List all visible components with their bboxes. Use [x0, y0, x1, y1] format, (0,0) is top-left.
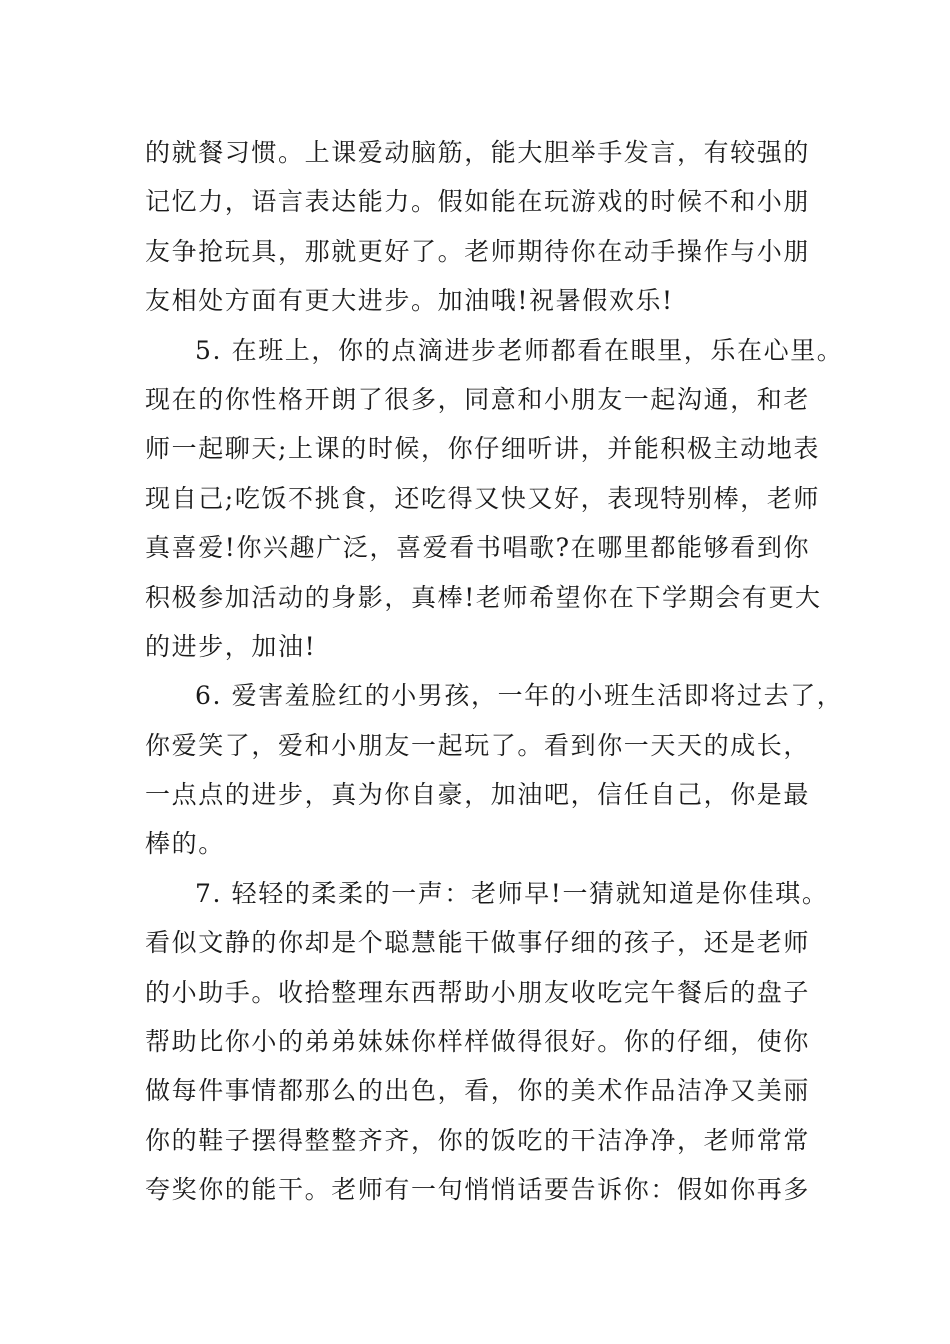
text-line: 现在的你性格开朗了很多，同意和小朋友一起沟通，和老	[145, 384, 811, 414]
text-line: 做每件事情都那么的出色，看，你的美术作品洁净又美丽	[145, 1076, 811, 1106]
text-line: 看似文静的你却是个聪慧能干做事仔细的孩子，还是老师	[145, 928, 811, 958]
paragraph-start-5: 5. 在班上，你的点滴进步老师都看在眼里，乐在心里。	[195, 335, 844, 365]
text-line: 友相处方面有更大进步。加油哦!祝暑假欢乐!	[145, 286, 674, 316]
text-line: 记忆力，语言表达能力。假如能在玩游戏的时候不和小朋	[145, 187, 811, 217]
text-line: 的小助手。收拾整理东西帮助小朋友收吃完午餐后的盘子	[145, 977, 811, 1007]
text-line: 现自己;吃饭不挑食，还吃得又快又好，表现特别棒，老师	[145, 483, 821, 513]
text-line: 师一起聊天;上课的时候，你仔细听讲，并能积极主动地表	[145, 434, 821, 464]
text-line: 的进步，加油!	[145, 631, 317, 661]
text-line: 的就餐习惯。上课爱动脑筋，能大胆举手发言，有较强的	[145, 138, 811, 167]
paragraph-start-6: 6. 爱害羞脸红的小男孩，一年的小班生活即将过去了，	[195, 681, 844, 711]
text-line: 积极参加活动的身影，真棒!老师希望你在下学期会有更大	[145, 582, 822, 612]
paragraph-start-7: 7. 轻轻的柔柔的一声：老师早!一猜就知道是你佳琪。	[195, 878, 829, 908]
text-line: 你爱笑了，爱和小朋友一起玩了。看到你一天天的成长，	[145, 730, 811, 760]
text-line: 真喜爱!你兴趣广泛，喜爱看书唱歌?在哪里都能够看到你	[145, 533, 811, 563]
document-body-text	[145, 128, 844, 1215]
text-line: 棒的。	[145, 829, 225, 859]
text-line: 一点点的进步，真为你自豪，加油吧，信任自己，你是最	[145, 780, 811, 810]
text-line: 友争抢玩具，那就更好了。老师期待你在动手操作与小朋	[145, 236, 811, 266]
text-line: 夸奖你的能干。老师有一句悄悄话要告诉你：假如你再多	[145, 1175, 811, 1205]
text-line: 帮助比你小的弟弟妹妹你样样做得很好。你的仔细，使你	[145, 1027, 811, 1057]
text-line: 你的鞋子摆得整整齐齐，你的饭吃的干洁净净，老师常常	[145, 1125, 811, 1155]
